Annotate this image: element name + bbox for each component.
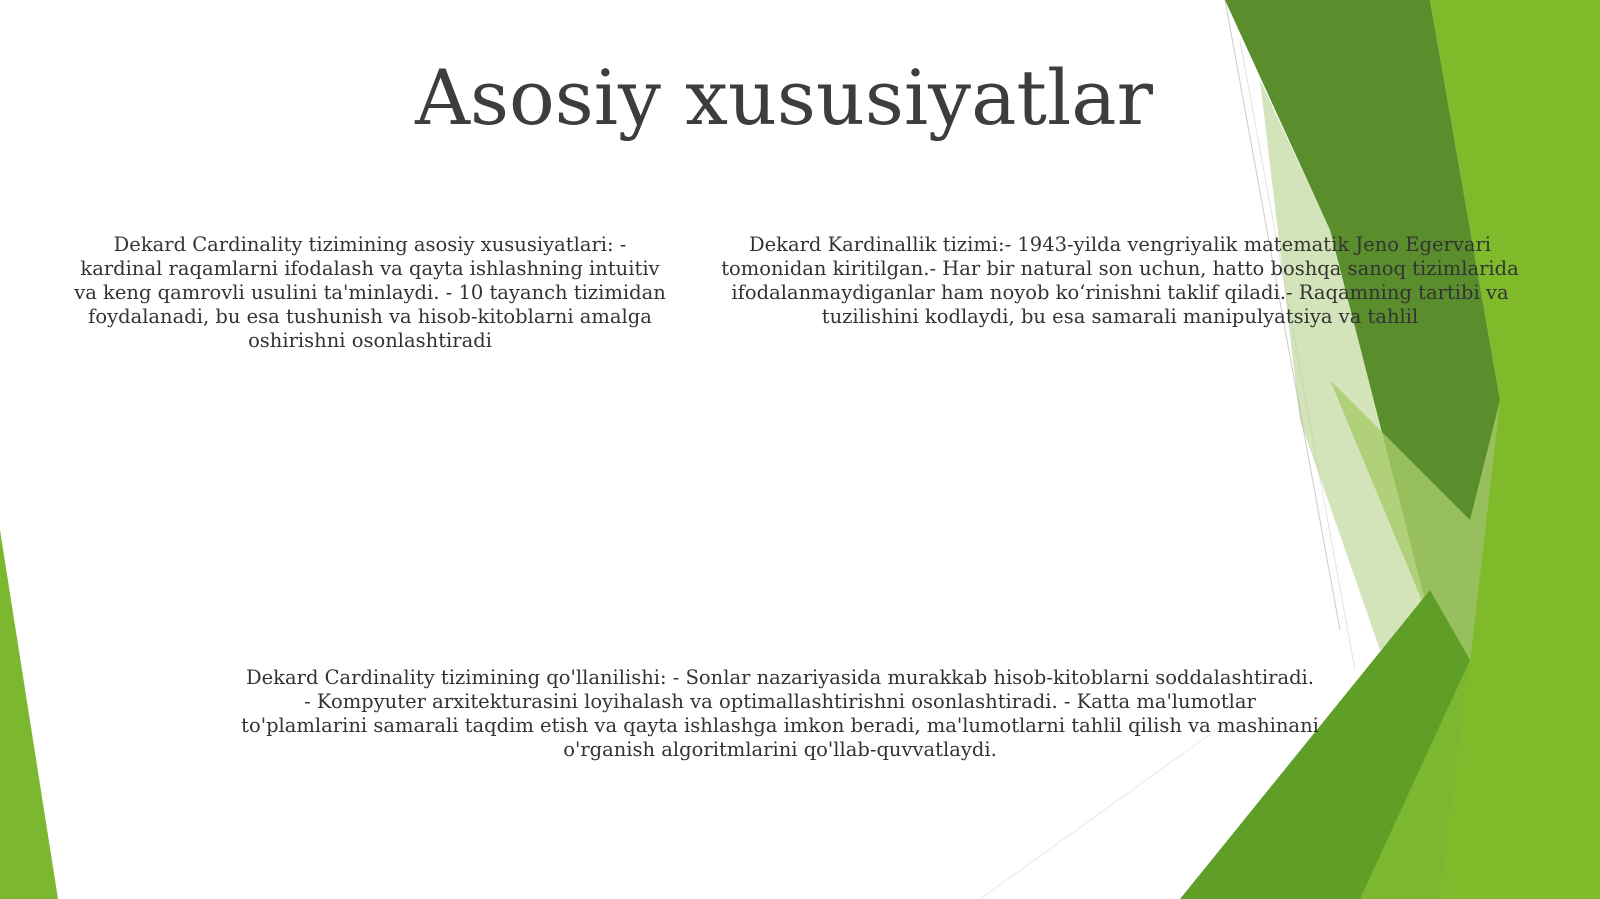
left-text-block: Dekard Cardinality tizimining asosiy xususiyatlari: - kardinal raqamlarni ifodalash va qayta ishlashning intuitiv va keng qamrovli usulini ta'minlaydi. - 10 tayanch tizimidan foydalanadi, bu esa tushunish va hisob-kitoblarni amalga oshirishni osonlashtiradi — [74, 233, 666, 352]
left-green-wedge — [0, 530, 58, 899]
slide-title-text: Asosiy xususiyatlar — [415, 53, 1153, 142]
right-text-block: Dekard Kardinallik tizimi:- 1943-yilda vengriyalik matematik Jeno Egervari tomonidan kiritilgan.- Har bir natural son uchun, hatto boshqa sanoq tizimlarida ifodalanmaydiganlar ham noyob koʻrinishni taklif qiladi.- Raqamning tartibi va tuzilishini kodlaydi, bu esa samarali manipulyatsiya va tahlil — [721, 233, 1519, 328]
slide-title — [0, 52, 1600, 143]
bottom-text-block: Dekard Cardinality tizimining qo'llanilishi: - Sonlar nazariyasida murakkab hisob-kitoblarni soddalashtiradi. - Kompyuter arxitekturasini loyihalash va optimallashtirishni osonlashtiradi. - Katta ma'lumotlar to'plamlarini samarali taqdim etish va qayta ishlashga imkon beradi, ma'lumotlarni tahlil qilish va mashinani o'rganish algoritmlarini qo'llab-quvvatlaydi. — [241, 666, 1319, 761]
